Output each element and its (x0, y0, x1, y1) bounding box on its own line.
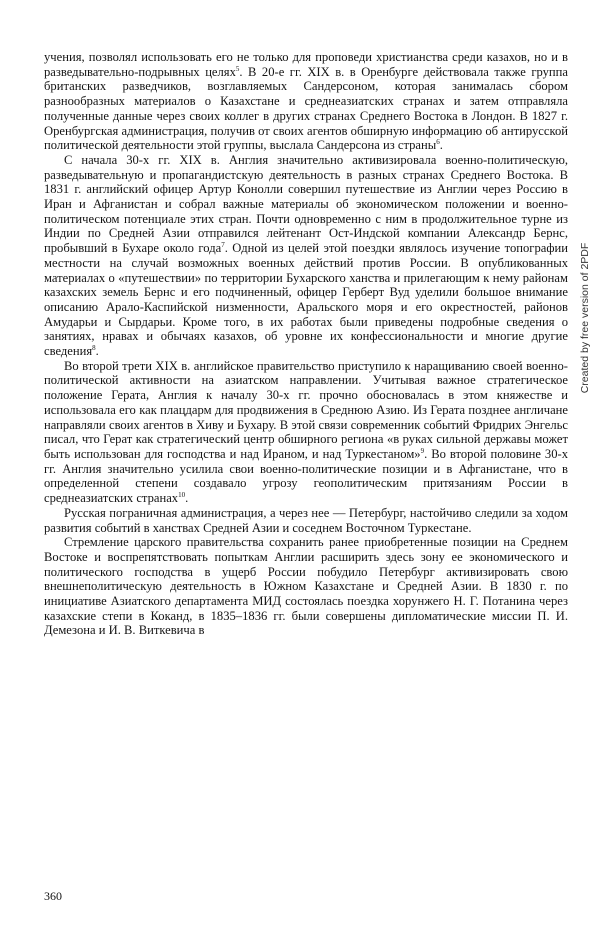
footnote-ref[interactable]: 7 (221, 240, 225, 249)
paragraph-text: Русская пограничная администрация, а через нее — Петербург, настойчиво следили за ходом развития событий в ханствах Средней Азии и соседнем Восточном Туркестане. (44, 505, 568, 535)
paragraph-4 (44, 506, 568, 535)
paragraph-text: Стремление царского правительства сохранить ранее приобретенные позиции на Среднем Востоке и воспрепятствовать попыткам Англии расширить здесь зону ее экономического и политического господства в ущерб России побудило Петербург активизировать свою внешнеполитическую деятельность в Южном Казахстане и Средней Азии. В 1830 г. по инициативе Азиатского департамента МИД состоялась поездка хорунжего Н. Г. Потанина через казахские степи в Коканд, в 1835–1836 гг. были совершены дипломатические миссии П. И. Демезона и И. В. Виткевича в (44, 535, 568, 638)
watermark-text: Created by free version of 2PDF (579, 242, 591, 394)
footnote-ref[interactable]: 8 (92, 343, 96, 352)
footnote-ref[interactable]: 5 (235, 64, 240, 73)
paragraph-text: . Во второй половине 30-х гг. Англия значительно усилила свои военно-политические позиции и в Афганистане, что в определенной степени создавало угрозу геополитическим притязаниям России в среднеазиатских странах (44, 446, 568, 506)
paragraph-1 (44, 50, 568, 153)
footnote-ref[interactable]: 9 (420, 446, 425, 455)
paragraph-text: . (185, 491, 189, 506)
footnote-ref[interactable]: 10 (178, 490, 186, 499)
paragraph-text: . В 20-е гг. XIX в. в Оренбурге действовала также группа британских разведчиков, возглавляемых Сандерсоном, которая занималась сбором разнообразных материалов о Казахстане и среднеазиатских странах и затем отправляла полученные данные через своих коллег в других странах Среднего Востока в Лондон. В 1827 г. Оренбургская администрация, получив от своих агентов обширную информацию об антирусской политической деятельности этой группы, выслала Сандерсона из страны (44, 64, 568, 153)
paragraph-text: . (95, 344, 99, 359)
paragraph-2 (44, 153, 568, 359)
paragraph-text: учения, позволял использовать его не только для проповеди христианства среди казахов, но и в разведывательно-подрывных целях (44, 50, 568, 79)
paragraph-text: Во второй трети XIX в. английское правительство приступило к наращиванию своей военно-политической активности на азиатском направлении. Учитывая важное стратегическое положение Герата, Англия к началу 30-х гг. прочно обосновалась в этом княжестве и использовала его как плацдарм для продвижения в Среднюю Азию. Из Герата позднее англичане направляли своих агентов в Хиву и Бухару. В этой связи современник событий Фридрих Энгельс писал, что Герат как стратегический центр обширного региона «в руках сильной державы может быть использован для господства и над Ираном, и над Туркестаном» (44, 358, 568, 461)
paragraph-text: С начала 30-х гг. XIX в. Англия значительно активизировала военно-политическую, разведывательную и пропагандистскую деятельность в разных странах Среднего Востока. В 1831 г. английский офицер Артур Конолли совершил путешествие из Англии через Россию в Иран и Афганистан и собрал важные материалы об экономическом положении и военно-политическом потенциале этих стран. Почти одновременно с ним в продолжительное турне из Индии по Средней Азии отправился лейтенант Ост-Индской компании Александр Бернс, пробывший в Бухаре около года (44, 152, 568, 256)
paragraph-text: . (439, 138, 443, 153)
paragraph-text: . Одной из целей этой поездки являлось изучение топографии местности на случай возможных военных действий против России. В опубликованных материалах о «путешествии» по территории Бухарского ханства и прилегающим к нему районам казахских земель Бернс и его подчиненный, офицер Герберт Вуд уделили большое внимание описанию Арало-Каспийской низменности, Аральского моря и его окрестностей, районов Амударьи и Сырдарьи. Кроме того, в их работах были приведены подробные сведения о занятиях, нравах и обычаях казахов, об уровне их конфессиональности и многие другие сведения (44, 241, 568, 359)
footnote-ref[interactable]: 6 (436, 138, 440, 147)
page-body (44, 50, 568, 638)
paragraph-5 (44, 535, 568, 638)
paragraph-3 (44, 359, 568, 506)
page-number: 360 (44, 889, 62, 903)
